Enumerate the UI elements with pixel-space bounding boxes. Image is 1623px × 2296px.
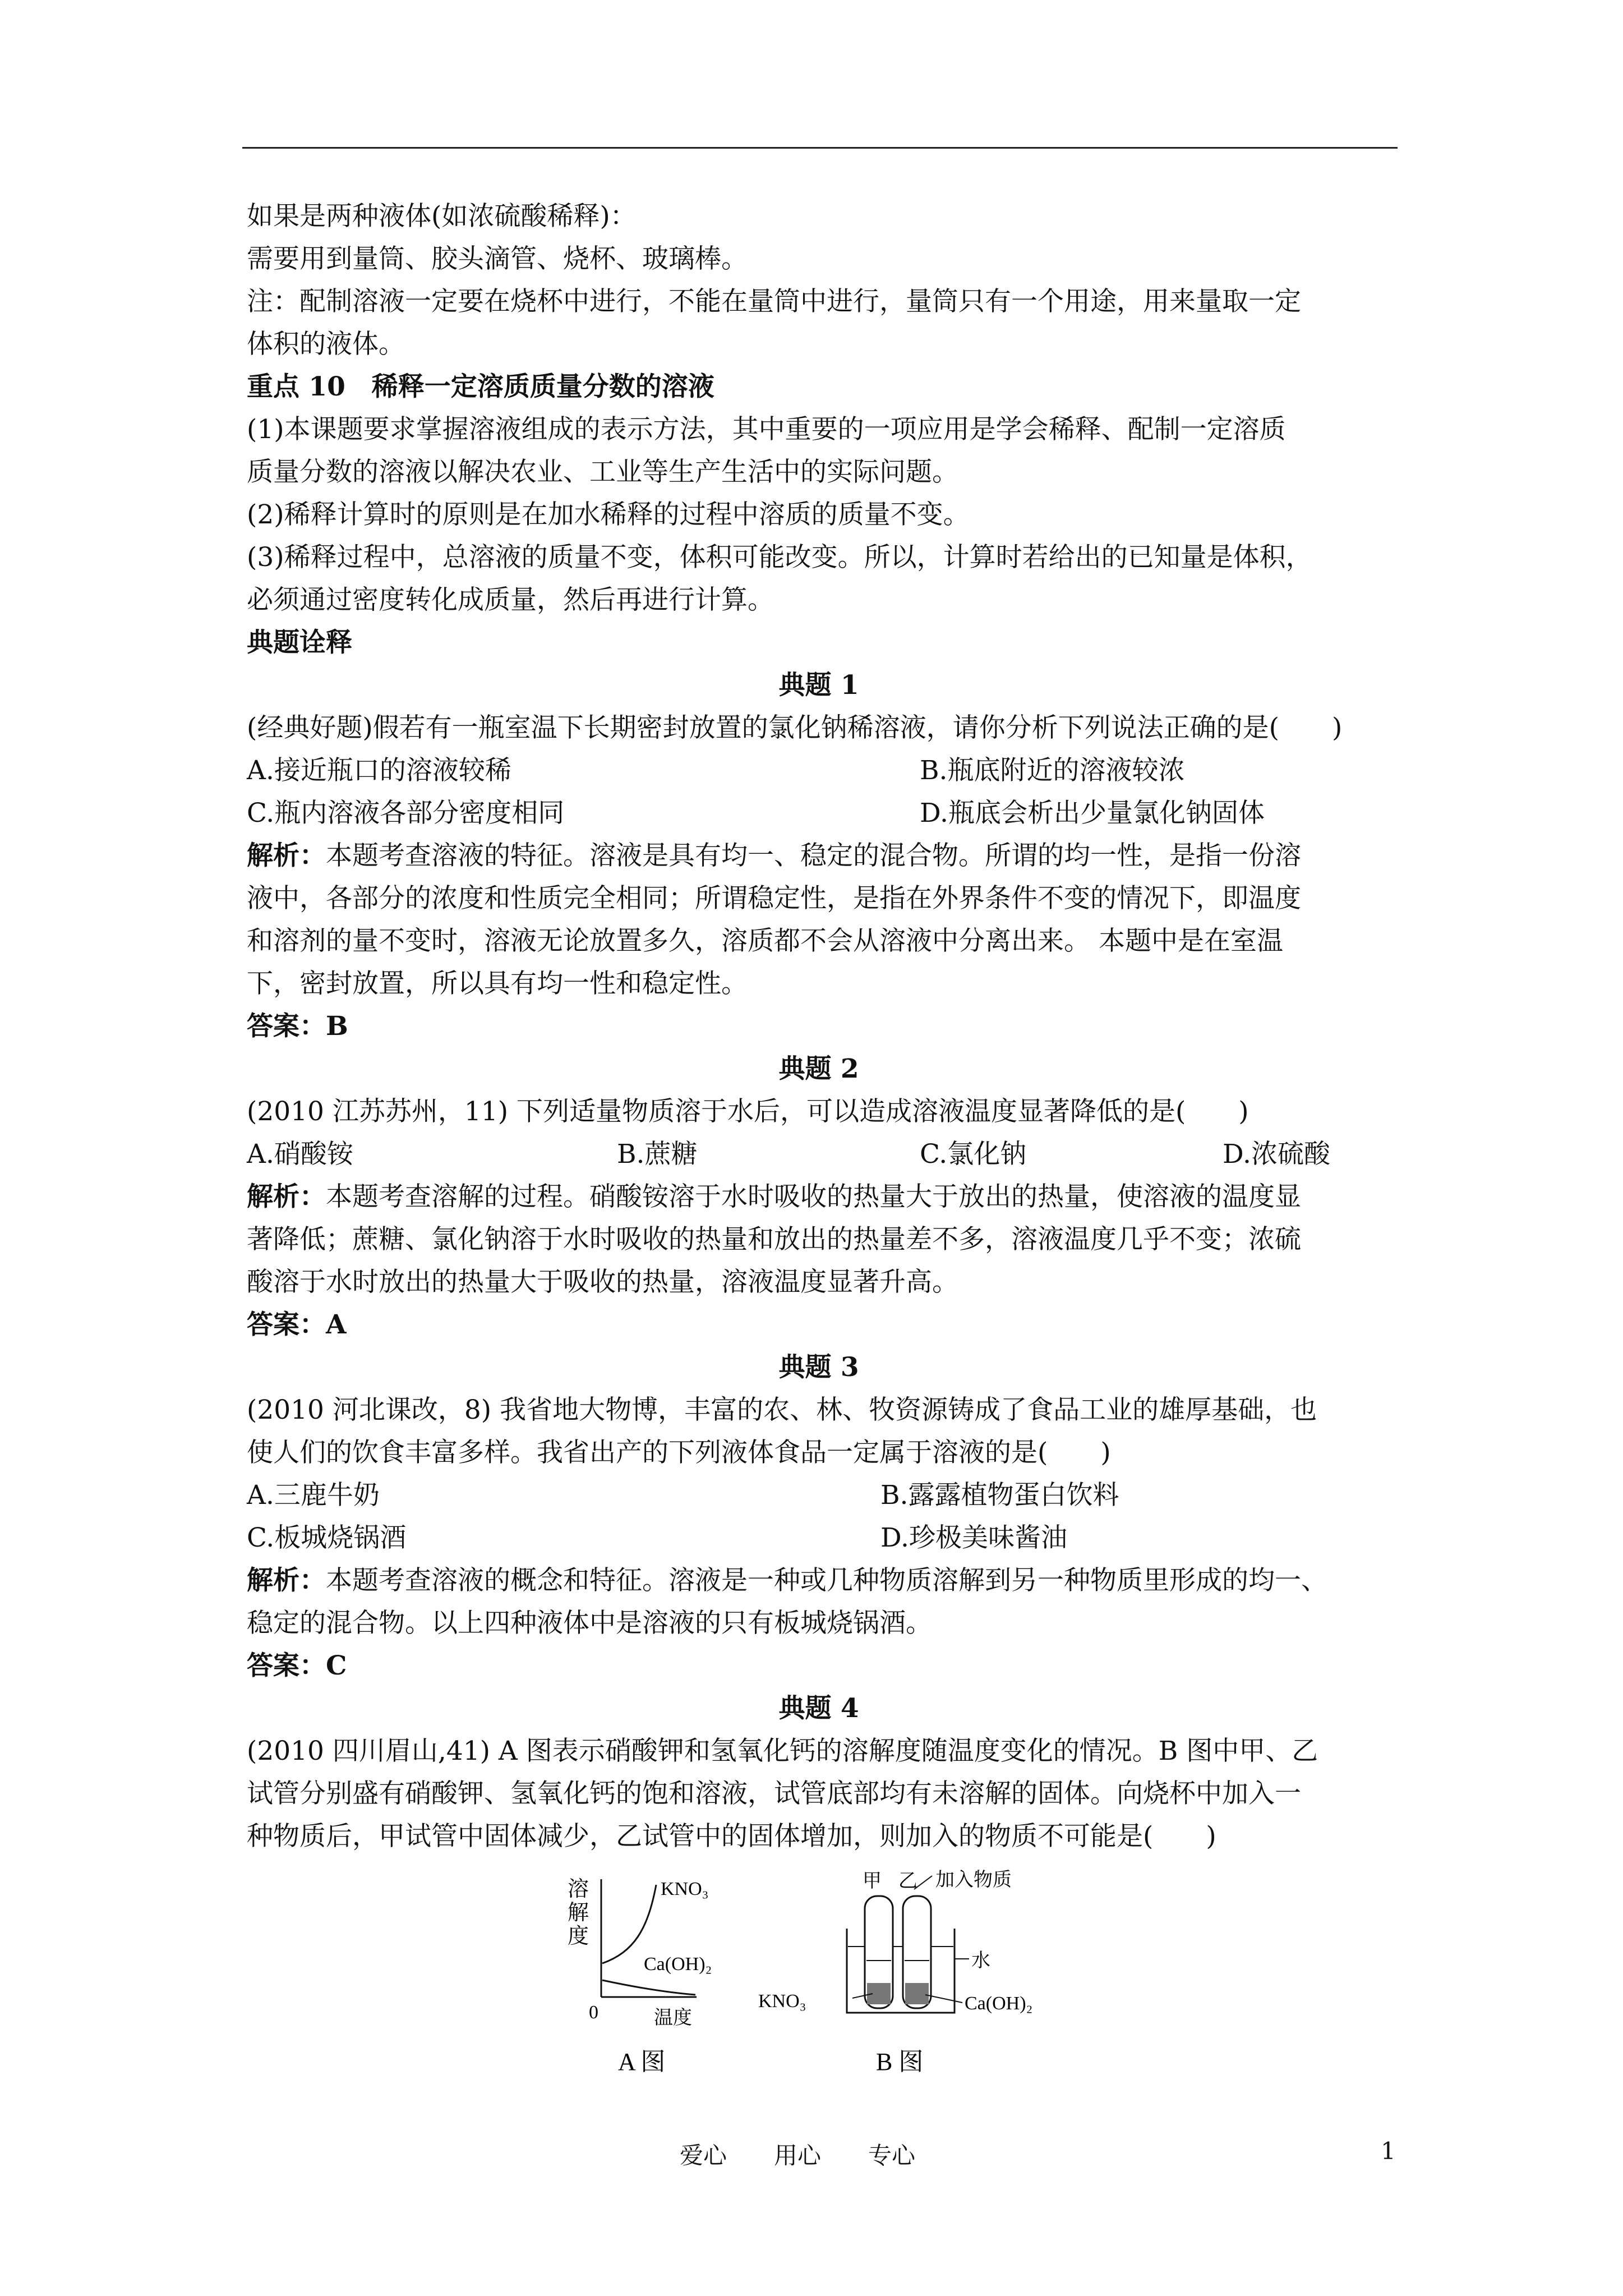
options-row bbox=[247, 749, 1391, 792]
figure-svg bbox=[555, 1868, 1105, 2092]
question-title: 典题 2 bbox=[778, 1053, 859, 1084]
option: D.瓶底会析出少量氯化钠固体 bbox=[920, 798, 1265, 829]
analysis-label: 解析： bbox=[247, 1181, 326, 1212]
question-title: 典题 3 bbox=[778, 1352, 859, 1383]
analysis-text: 本题考查溶液的特征。溶液是具有均一、稳定的混合物。所谓的均一性，是指一份溶 bbox=[326, 840, 1301, 871]
question-stem: 试管分别盛有硝酸钾、氢氧化钙的饱和溶液，试管底部均有未溶解的固体。向烧杯中加入一 bbox=[247, 1778, 1301, 1809]
caption-b: B 图 bbox=[876, 2048, 924, 2076]
paragraph: (1)本课题要求掌握溶液组成的表示方法，其中重要的一项应用是学会稀释、配制一定溶质 bbox=[247, 414, 1286, 445]
question-stem: 使人们的饮食丰富多样。我省出产的下列液体食品一定属于溶液的是( ) bbox=[247, 1437, 1111, 1468]
question-stem: (2010 河北课改，8) 我省地大物博，丰富的农、林、牧资源铸成了食品工业的雄厚基础，也 bbox=[247, 1395, 1317, 1425]
paragraph: 质量分数的溶液以解决农业、工业等生产生活中的实际问题。 bbox=[247, 457, 958, 487]
curve-label-caoh2: Ca(OH)₂ bbox=[644, 1954, 712, 1975]
graph-ylabel: 解 bbox=[568, 1901, 589, 1925]
note-line: 体积的液体。 bbox=[247, 329, 405, 360]
analysis-line: 下，密封放置，所以具有均一性和稳定性。 bbox=[247, 968, 748, 999]
option: B.露露植物蛋白饮料 bbox=[880, 1480, 1119, 1511]
analysis-line: 液中，各部分的浓度和性质完全相同；所谓稳定性，是指在外界条件不变的情况下，即温度 bbox=[247, 883, 1301, 914]
page-number: 1 bbox=[1381, 2137, 1396, 2165]
option: D.浓硫酸 bbox=[1223, 1139, 1330, 1170]
beaker-icon bbox=[847, 1929, 955, 2013]
solubility-graph bbox=[568, 1878, 712, 2076]
kno3-curve bbox=[602, 1885, 656, 1963]
section-title: 重点 10 稀释一定溶质质量分数的溶液 bbox=[247, 371, 714, 402]
analysis-label: 解析： bbox=[247, 1565, 326, 1596]
options-row bbox=[247, 1133, 1391, 1176]
paragraph: (2)稀释计算时的原则是在加水稀释的过程中溶质的质量不变。 bbox=[247, 499, 970, 530]
option: C.氯化钠 bbox=[920, 1139, 1027, 1170]
beaker-apparatus bbox=[758, 1869, 1032, 2076]
analysis-line bbox=[247, 1559, 1391, 1602]
graph-origin: 0 bbox=[589, 2002, 598, 2023]
question-stem: (2010 四川眉山,41) A 图表示硝酸钾和氢氧化钙的溶解度随温度变化的情况。B 图中甲、乙 bbox=[247, 1736, 1318, 1766]
answer: 答案：B bbox=[247, 1011, 348, 1042]
analysis-line bbox=[247, 1176, 1391, 1218]
options-row bbox=[247, 792, 1391, 835]
note-line: 注：配制溶液一定要在烧杯中进行，不能在量筒中进行，量筒只有一个用途，用来量取一定 bbox=[247, 286, 1301, 317]
added-label: 加入物质 bbox=[935, 1870, 1012, 1890]
option: B.瓶底附近的溶液较浓 bbox=[920, 755, 1185, 786]
paragraph: (3)稀释过程中，总溶液的质量不变，体积可能改变。所以，计算时若给出的已知量是体积， bbox=[247, 542, 1312, 573]
caption-a: A 图 bbox=[618, 2048, 666, 2076]
question-stem: (2010 江苏苏州，11) 下列适量物质溶于水后，可以造成溶液温度显著降低的是( ) bbox=[247, 1096, 1249, 1127]
graph-xlabel: 温度 bbox=[654, 2008, 692, 2028]
footer-text: 爱心 用心 专心 bbox=[680, 2142, 916, 2169]
option: B.蔗糖 bbox=[617, 1139, 698, 1170]
analysis-line: 稳定的混合物。以上四种液体中是溶液的只有板城烧锅酒。 bbox=[247, 1608, 932, 1639]
tube-label-yi: 乙 bbox=[898, 1871, 917, 1892]
analysis-label: 解析： bbox=[247, 840, 326, 871]
option: C.板城烧锅酒 bbox=[247, 1522, 407, 1553]
question-title: 典题 4 bbox=[778, 1693, 859, 1724]
option: A.三鹿牛奶 bbox=[247, 1480, 380, 1511]
solid-label-caoh2: Ca(OH)₂ bbox=[965, 1993, 1033, 2014]
options-row bbox=[247, 1517, 1391, 1559]
analysis-text: 本题考查溶液的概念和特征。溶液是一种或几种物质溶解到另一种物质里形成的均一、 bbox=[326, 1565, 1327, 1596]
option: A.硝酸铵 bbox=[247, 1139, 353, 1170]
analysis-line: 和溶剂的量不变时，溶液无论放置多久，溶质都不会从溶液中分离出来。 本题中是在室温 bbox=[247, 926, 1283, 956]
intro-line: 如果是两种液体(如浓硫酸稀释)： bbox=[247, 201, 637, 232]
intro-line: 需要用到量筒、胶头滴管、烧杯、玻璃棒。 bbox=[247, 243, 748, 274]
option: D.珍极美味酱油 bbox=[880, 1522, 1067, 1553]
analysis-line: 酸溶于水时放出的热量大于吸收的热量，溶液温度显著升高。 bbox=[247, 1267, 958, 1297]
tube-label-jia: 甲 bbox=[863, 1871, 882, 1892]
question-stem: 种物质后，甲试管中固体减少，乙试管中的固体增加，则加入的物质不可能是( ) bbox=[247, 1821, 1216, 1852]
examples-heading: 典题诠释 bbox=[247, 627, 352, 658]
question-stem: (经典好题)假若有一瓶室温下长期密封放置的氯化钠稀溶液，请你分析下列说法正确的是( ) bbox=[247, 712, 1343, 743]
answer: 答案：C bbox=[247, 1650, 347, 1681]
paragraph: 必须通过密度转化成质量，然后再进行计算。 bbox=[247, 585, 774, 615]
question-figure bbox=[555, 1868, 1105, 2092]
graph-ylabel: 度 bbox=[568, 1925, 589, 1948]
analysis-text: 本题考查溶解的过程。硝酸铵溶于水时吸收的热量大于放出的热量，使溶液的温度显 bbox=[326, 1181, 1301, 1212]
caoh2-solid bbox=[905, 1983, 929, 2004]
curve-label-kno3: KNO₃ bbox=[661, 1879, 709, 1899]
options-row bbox=[247, 1474, 1391, 1517]
graph-ylabel: 溶 bbox=[568, 1878, 589, 1901]
page-body bbox=[247, 195, 1391, 1858]
solid-label-kno3: KNO₃ bbox=[758, 1991, 806, 2012]
analysis-line bbox=[247, 835, 1391, 877]
analysis-line: 著降低；蔗糖、氯化钠溶于水时吸收的热量和放出的热量差不多，溶液温度几乎不变；浓硫 bbox=[247, 1224, 1301, 1255]
option: C.瓶内溶液各部分密度相同 bbox=[247, 798, 565, 829]
option: A.接近瓶口的溶液较稀 bbox=[247, 755, 511, 786]
question-title: 典题 1 bbox=[778, 670, 859, 701]
caoh2-curve bbox=[602, 1980, 695, 1995]
water-label: 水 bbox=[971, 1950, 990, 1971]
answer: 答案：A bbox=[247, 1309, 347, 1340]
header-rule bbox=[242, 147, 1398, 149]
